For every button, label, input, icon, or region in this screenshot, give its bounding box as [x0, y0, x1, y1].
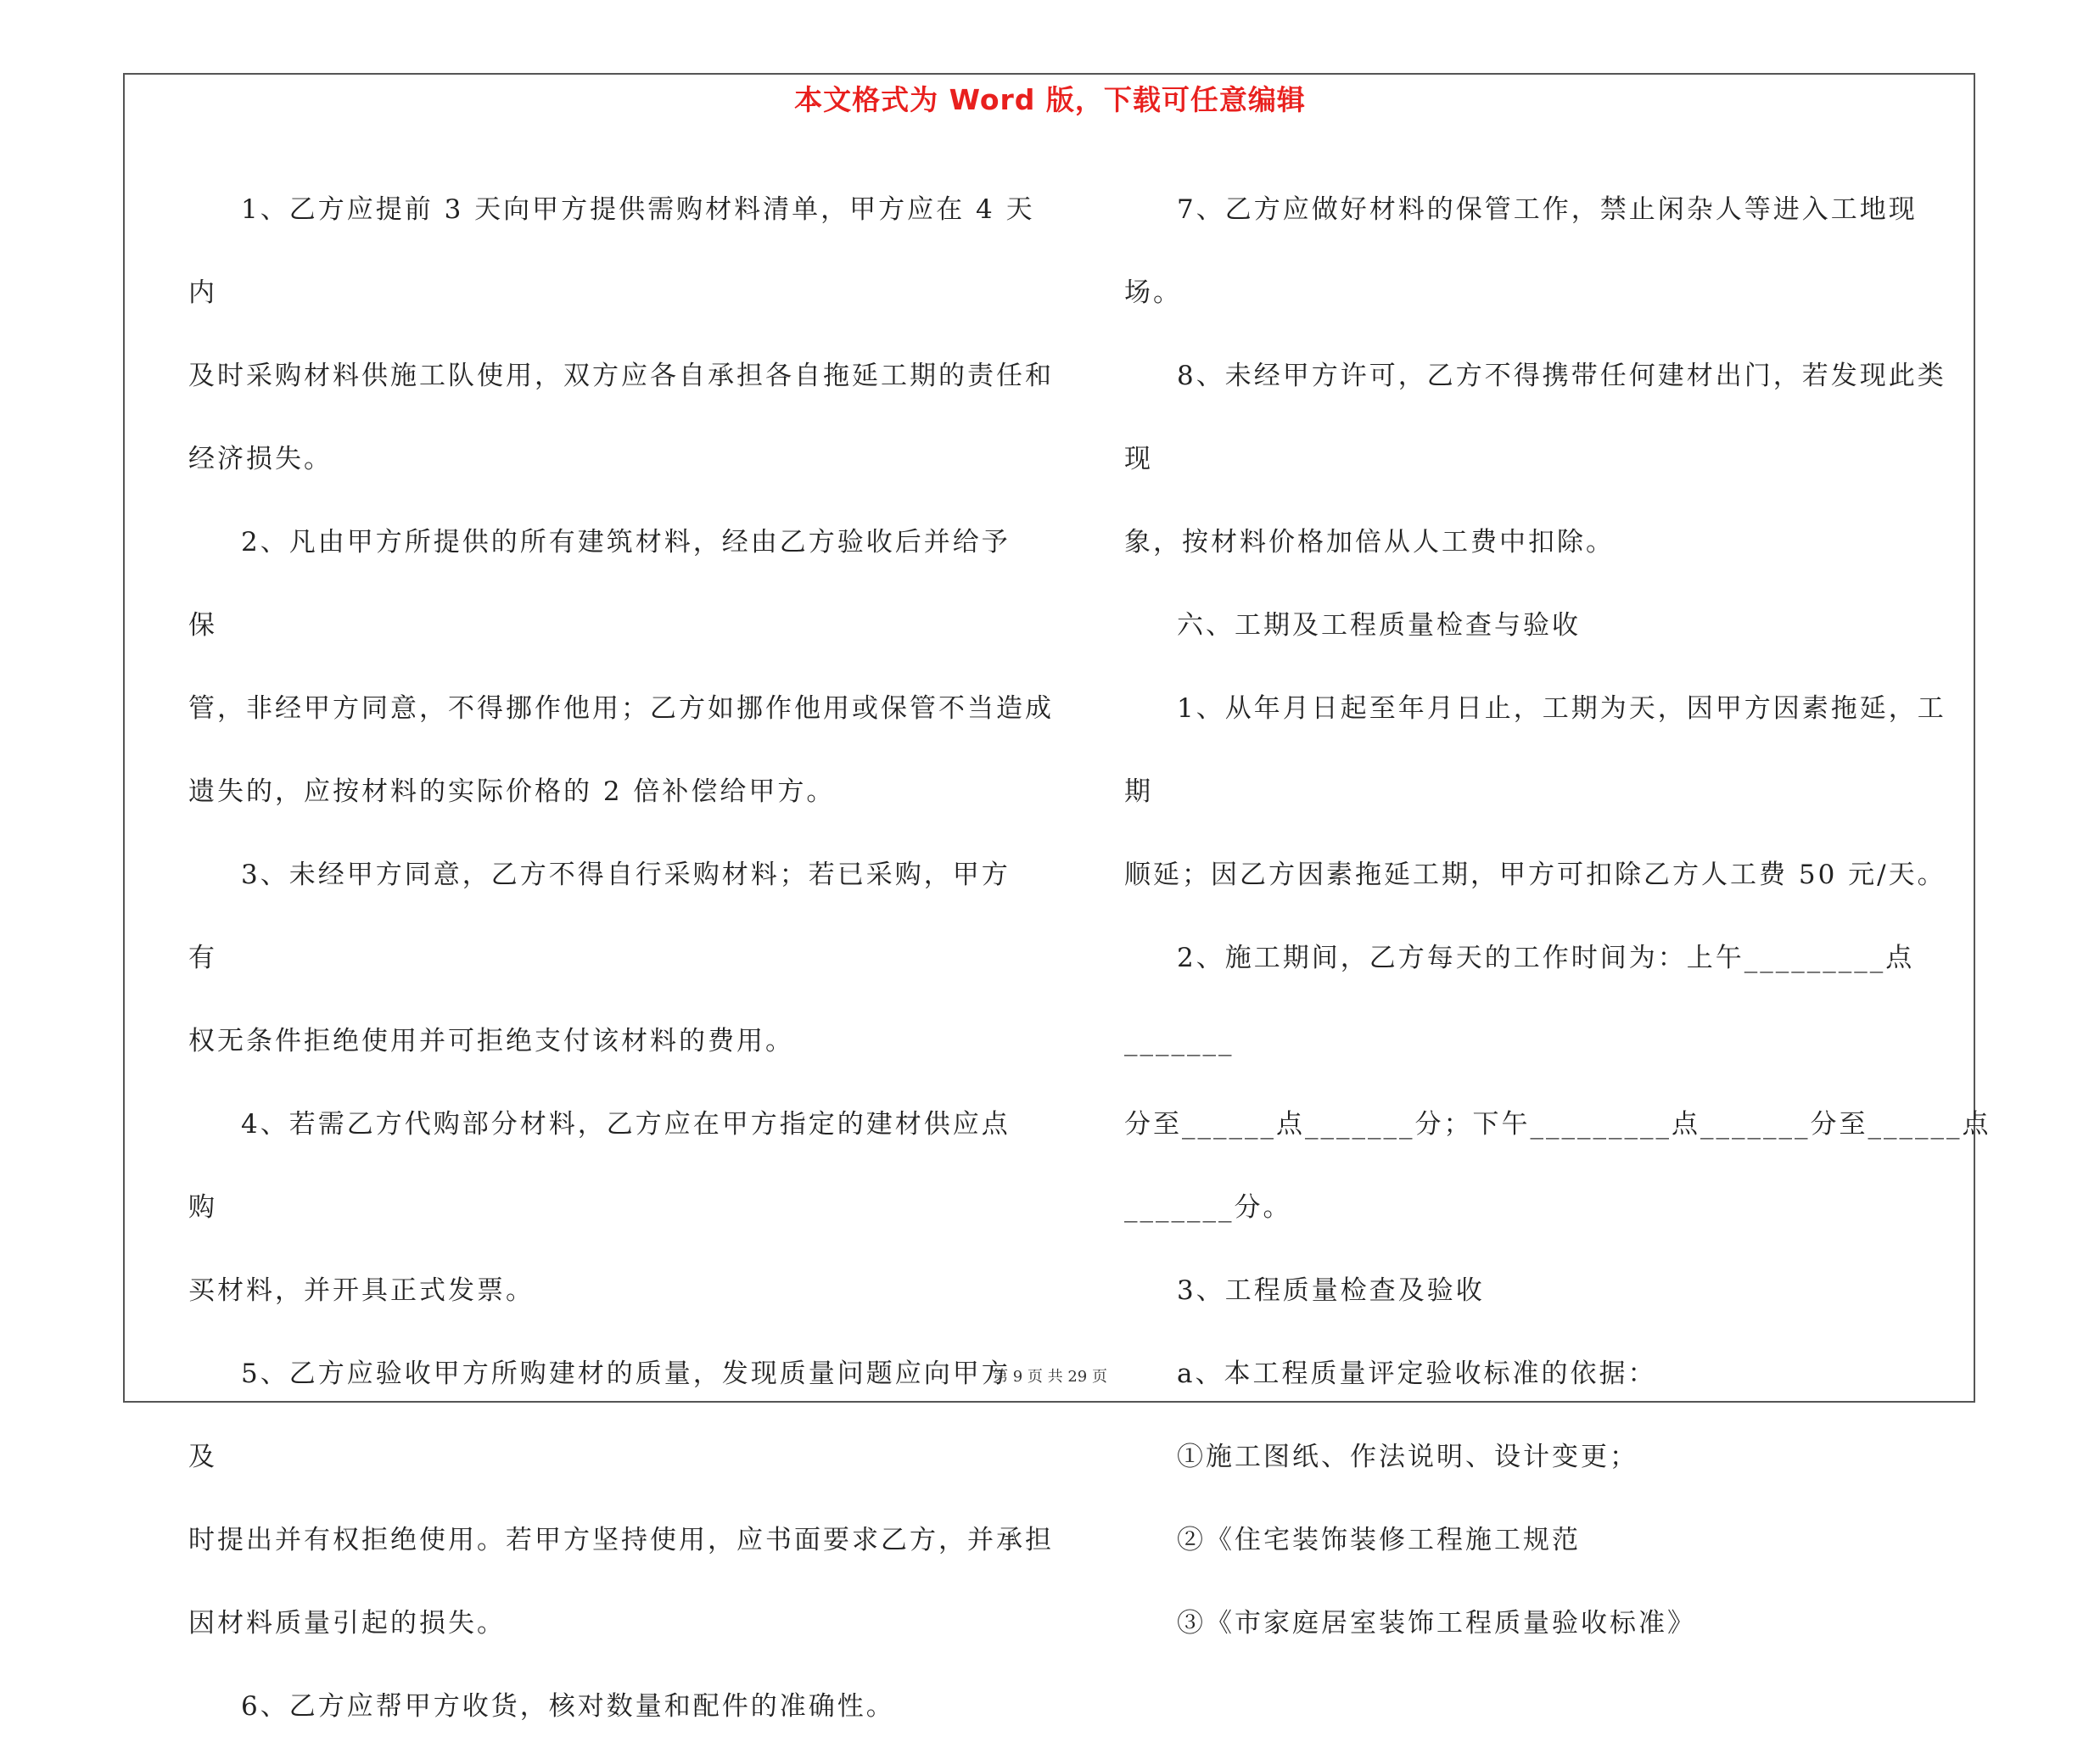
- paragraph-line: 买材料，并开具正式发票。: [188, 1275, 535, 1306]
- page-number-footer: 第 9 页 共 29 页: [993, 1368, 1107, 1386]
- paragraph-line: 权无条件拒绝使用并可拒绝支付该材料的费用。: [188, 1026, 794, 1056]
- paragraph-line: 经济损失。: [188, 444, 333, 474]
- paragraph-line: 时提出并有权拒绝使用。若甲方坚持使用，应书面要求乙方，并承担: [188, 1525, 1054, 1555]
- paragraph-line: 1、乙方应提前 3 天向甲方提供需购材料清单，甲方应在 4 天内: [188, 194, 1035, 308]
- format-notice-banner: 本文格式为 Word 版，下载可任意编辑: [794, 83, 1306, 116]
- paragraph-line: 及时采购材料供施工队使用，双方应各自承担各自拖延工期的责任和: [188, 361, 1054, 391]
- paragraph-line: a、本工程质量评定验收标准的依据：: [1177, 1359, 1657, 1389]
- paragraph-line: 2、凡由甲方所提供的所有建筑材料，经由乙方验收后并给予保: [188, 527, 1011, 641]
- right-text-column: [1124, 168, 1991, 1665]
- paragraph-line: 4、若需乙方代购部分材料，乙方应在甲方指定的建材供应点购: [188, 1109, 1011, 1223]
- paragraph-line: 1、从年月日起至年月日止，工期为天，因甲方因素拖延，工期: [1124, 693, 1946, 807]
- paragraph-line: 管，非经甲方同意，不得挪作他用；乙方如挪作他用或保管不当造成: [188, 693, 1054, 724]
- paragraph-line: 分至______点_______分；下午_________点_______分至______点: [1124, 1109, 1991, 1140]
- paragraph-line: 3、未经甲方同意，乙方不得自行采购材料；若已采购，甲方有: [188, 860, 1011, 973]
- paragraph-line: _______分。: [1124, 1192, 1292, 1223]
- paragraph-line: 象，按材料价格加倍从人工费中扣除。: [1124, 527, 1615, 557]
- paragraph-line: 8、未经甲方许可，乙方不得携带任何建材出门，若发现此类现: [1124, 361, 1946, 474]
- paragraph-line: 顺延；因乙方因素拖延工期，甲方可扣除乙方人工费 50 元/天。: [1124, 860, 1946, 890]
- list-item: ③《市家庭居室装饰工程质量验收标准》: [1177, 1608, 1696, 1639]
- paragraph-line: 2、施工期间，乙方每天的工作时间为：上午_________点_______: [1124, 943, 1915, 1056]
- paragraph-line: 6、乙方应帮甲方收货，核对数量和配件的准确性。: [241, 1691, 895, 1722]
- paragraph-line: 遗失的，应按材料的实际价格的 2 倍补偿给甲方。: [188, 776, 836, 807]
- paragraph-line: 5、乙方应验收甲方所购建材的质量，发现质量问题应向甲方及: [188, 1359, 1011, 1472]
- subsection-heading: 3、工程质量检查及验收: [1177, 1275, 1485, 1306]
- list-item: ①施工图纸、作法说明、设计变更；: [1177, 1442, 1638, 1472]
- list-item: ②《住宅装饰装修工程施工规范: [1177, 1525, 1581, 1555]
- paragraph-line: 7、乙方应做好材料的保管工作，禁止闲杂人等进入工地现场。: [1124, 194, 1918, 308]
- paragraph-line: 因材料质量引起的损失。: [188, 1608, 506, 1639]
- section-heading: 六、工期及工程质量检查与验收: [1177, 610, 1581, 641]
